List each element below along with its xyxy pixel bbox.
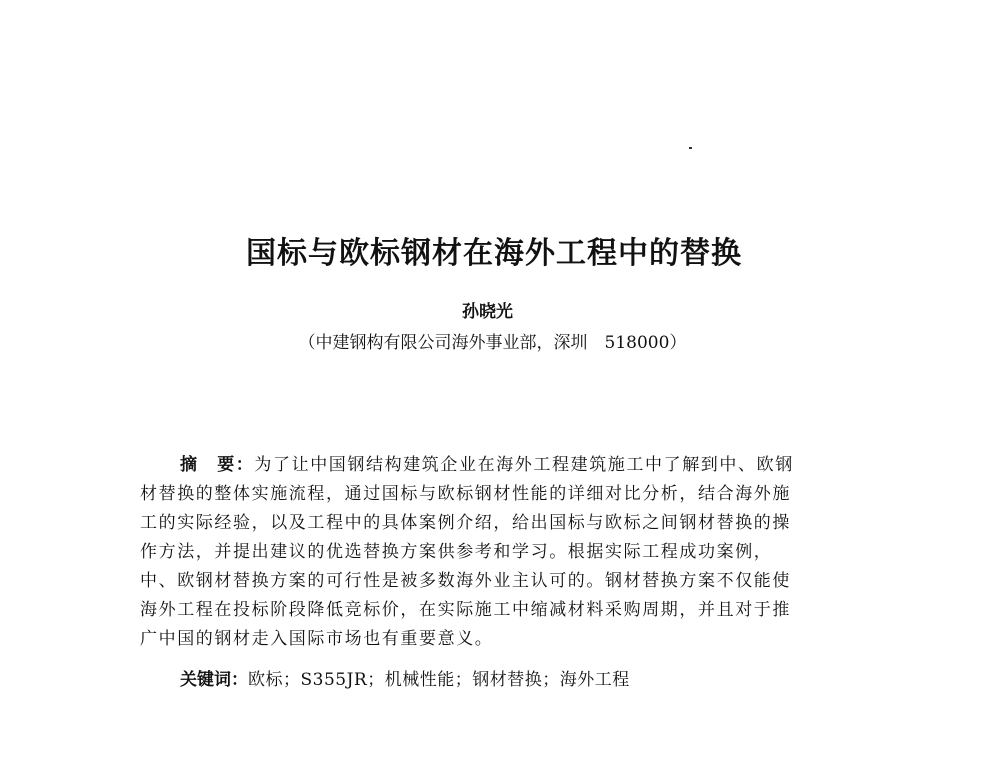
keywords-label: 关键词： [180, 670, 248, 690]
abstract-line-7: 广中国的钢材走入国际市场也有重要意义。 [140, 629, 494, 649]
author-affiliation: （中建钢构有限公司海外事业部，深圳 518000） [298, 333, 687, 353]
abstract-section [140, 451, 844, 654]
abstract-text-1: 为了让中国钢结构建筑企业在海外工程建筑施工中了解到中、欧钢 [254, 455, 794, 475]
keywords-list: 欧标；S355JR；机械性能；钢材替换；海外工程 [248, 670, 630, 690]
abstract-line-4: 作方法，并提出建议的优选替换方案供参考和学习。根据实际工程成功案例， [140, 542, 773, 562]
abstract-label: 摘 要： [180, 455, 255, 475]
abstract-line-1 [140, 451, 844, 480]
abstract-line-5: 中、欧钢材替换方案的可行性是被多数海外业主认可的。钢材替换方案不仅能使 [140, 571, 791, 591]
abstract-line-6: 海外工程在投标阶段降低竞标价，在实际施工中缩减材料采购周期，并且对于推 [140, 600, 791, 620]
abstract-line-3: 工的实际经验，以及工程中的具体案例介绍，给出国标与欧标之间钢材替换的操 [140, 513, 791, 533]
scan-speck [689, 147, 692, 149]
author-name: 孙晓光 [462, 302, 513, 322]
abstract-line-2: 材替换的整体实施流程，通过国标与欧标钢材性能的详细对比分析，结合海外施 [140, 484, 791, 504]
keywords-section [180, 667, 630, 693]
paper-title: 国标与欧标钢材在海外工程中的替换 [246, 236, 742, 271]
